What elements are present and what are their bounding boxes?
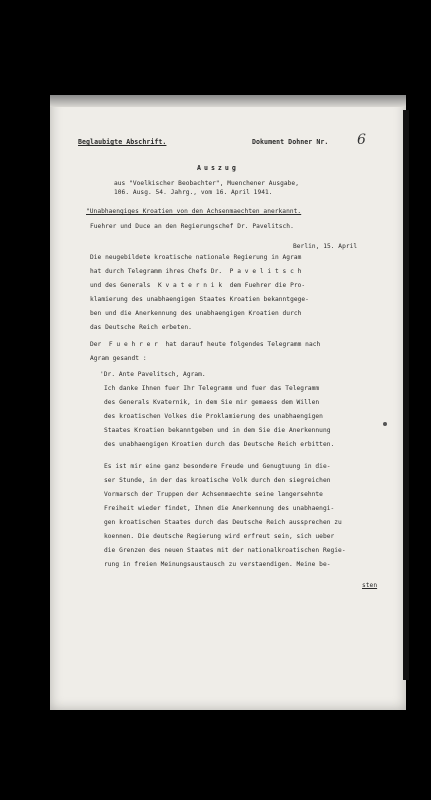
page-right-edge (403, 110, 409, 680)
para3-line: des unabhaengigen Kroatien durch das Deutsche Reich erbitten. (104, 441, 335, 448)
ink-dot (383, 422, 387, 426)
page-top-shadow (50, 95, 406, 107)
para3-line: Staates Kroatien bekanntgeben und in dem Sie die Anerkennung (104, 427, 331, 434)
para4-line: die Grenzen des neuen Staates mit der nationalkroatischen Regie- (104, 547, 346, 554)
telegram-address: 'Dr. Ante Pavelitsch, Agram. (100, 371, 206, 378)
para1-line: Die neugebildete kroatische nationale Regierung in Agram (90, 254, 302, 261)
para1-line: klamierung des unabhaengigen Staates Kroatien bekanntgege- (90, 296, 309, 303)
subhead: Fuehrer und Duce an den Regierungschef Dr. Pavelitsch. (90, 223, 294, 230)
document-title: Auszug (197, 164, 239, 172)
document-number: 6 (357, 132, 366, 148)
para1-line: und des Generals K v a t e r n i k dem Fuehrer die Pro- (90, 282, 306, 289)
para1-line: hat durch Telegramm ihres Chefs Dr. P a v e l i t s c h (90, 268, 302, 275)
header-right: Dokument Dohner Nr. (252, 138, 329, 146)
para4-line: ser Stunde, in der das kroatische Volk durch den siegreichen (104, 477, 331, 484)
para3-line: Ich danke Ihnen fuer Ihr Telegramm und fuer das Telegramm (104, 385, 320, 392)
para4-line: rung in freien Meinungsaustausch zu verstaendigen. Meine be- (104, 561, 331, 568)
para4-line: koennen. Die deutsche Regierung wird erfreut sein, sich ueber (104, 533, 335, 540)
para3-line: des kroatischen Volkes die Proklamierung des unabhaengigen (104, 413, 323, 420)
para2-line: Der F u e h r e r hat darauf heute folgendes Telegramm nach (90, 341, 321, 348)
para4-line: Freiheit wieder findet, Ihnen die Anerkennung des unabhaengi- (104, 505, 335, 512)
source-line-1: aus "Voelkischer Beobachter", Muenchener Ausgabe, (114, 180, 299, 187)
para1-line: das Deutsche Reich erbeten. (90, 324, 192, 331)
para4-line: Vormarsch der Truppen der Achsenmaechte seine langersehnte (104, 491, 323, 498)
dateline: Berlin, 15. April (293, 243, 358, 250)
headline: "Unabhaengiges Kroatien von den Achsenmaechten anerkannt. (86, 208, 302, 215)
para2-line: Agram gesandt : (90, 355, 147, 362)
source-line-2: 106. Ausg. 54. Jahrg., vom 16. April 1941. (114, 189, 273, 196)
para1-line: ben und die Anerkennung des unabhaengigen Kroatien durch (90, 310, 302, 317)
para4-line: Es ist mir eine ganz besondere Freude und Genugtuung in die- (104, 463, 331, 470)
para3-line: des Generals Kvaternik, in dem Sie mir gemaess dem Willen (104, 399, 320, 406)
para4-line: gen kroatischen Staates durch das Deutsche Reich aussprechen zu (104, 519, 342, 526)
header-left: Beglaubigte Abschrift. (78, 138, 167, 146)
catchword: sten (362, 582, 378, 589)
